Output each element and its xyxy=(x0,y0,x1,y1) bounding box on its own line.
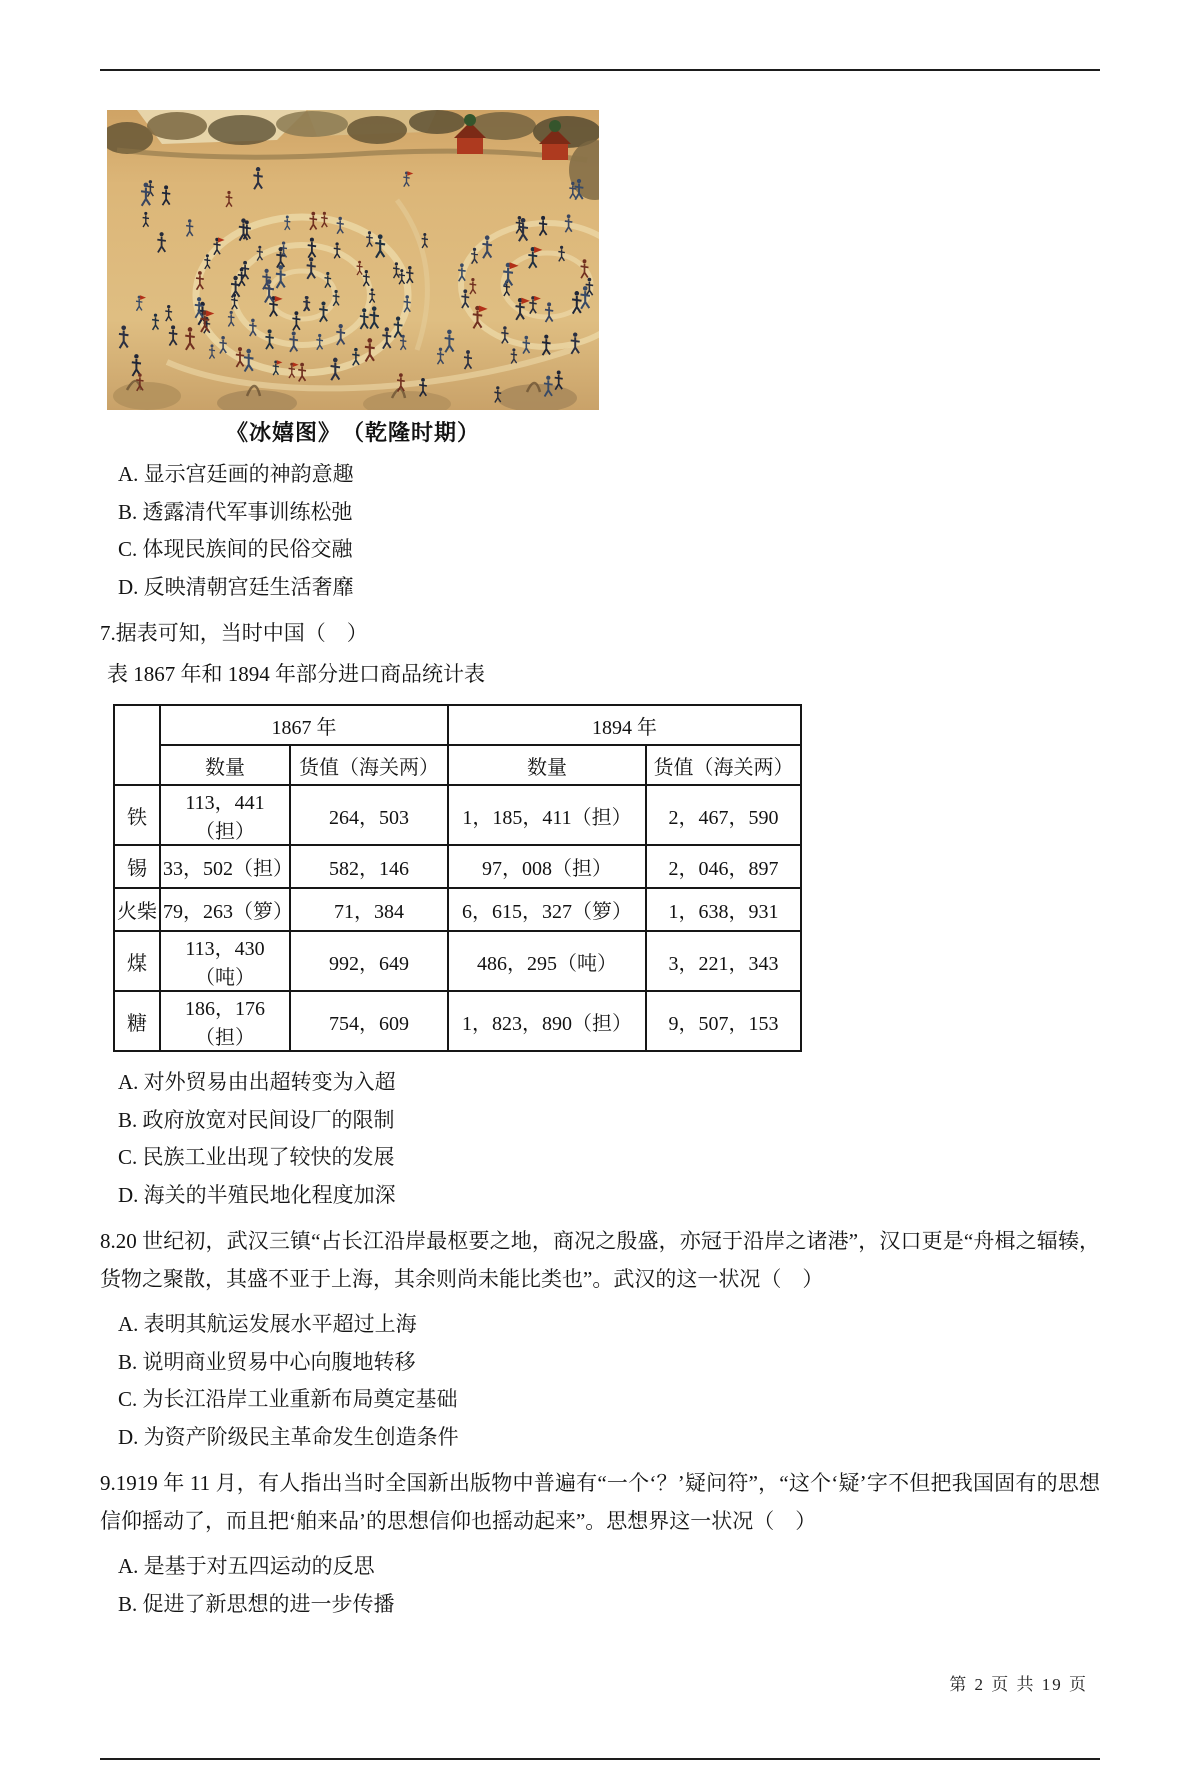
cell: 6，615，327（箩） xyxy=(448,888,646,931)
table-row-coal xyxy=(114,931,801,991)
cell: 3，221，343 xyxy=(646,931,801,991)
option-d: D. 为资产阶级民主革命发生创造条件 xyxy=(118,1424,459,1449)
commodity-cell: 火柴 xyxy=(114,888,160,931)
table-row-years xyxy=(114,705,801,745)
option-a: A. 显示宫廷画的神韵意趣 xyxy=(118,462,354,486)
question9-options xyxy=(100,1548,1100,1623)
cell: 2，046，897 xyxy=(646,845,801,888)
import-statistics-table xyxy=(113,704,802,1052)
option-c: C. 体现民族间的民俗交融 xyxy=(118,537,353,561)
cell: 264，503 xyxy=(290,785,448,845)
page-number: 第 2 页 共 19 页 xyxy=(949,1675,1088,1694)
cell: 71，384 xyxy=(290,888,448,931)
option-c: C. 民族工业出现了较快的发展 xyxy=(118,1145,395,1169)
commodity-cell: 糖 xyxy=(114,991,160,1051)
header-rule xyxy=(100,69,1100,71)
ice-skating-painting xyxy=(107,110,599,410)
option-a: A. 对外贸易由出超转变为入超 xyxy=(118,1070,396,1094)
option-b: B. 政府放宽对民间设厂的限制 xyxy=(118,1107,395,1132)
corner-cell xyxy=(114,705,160,785)
cell: 186，176（担） xyxy=(160,991,290,1051)
cell: 9，507，153 xyxy=(646,991,801,1051)
cell: 754，609 xyxy=(290,991,448,1051)
year-header-1867: 1867 年 xyxy=(160,705,448,745)
footer-rule xyxy=(100,1758,1100,1760)
option-b: B. 说明商业贸易中心向腹地转移 xyxy=(118,1349,416,1374)
commodity-cell: 锡 xyxy=(114,845,160,888)
question9-stem: 9.1919 年 11 月，有人指出当时全国新出版物中普遍有“一个‘？’疑问符”，“这个‘疑’字不但把我国固有的思想信仰摇动了，而且把‘舶来品’的思想信仰也摇动起来”。思想界这一状况（ ） xyxy=(100,1471,1100,1533)
table-row-tin xyxy=(114,845,801,888)
painting-canvas xyxy=(107,110,599,410)
question8-stem: 8.20 世纪初，武汉三镇“占长江沿岸最枢要之地，商况之殷盛，亦冠于沿岸之诸港”，汉口更是“舟楫之辐辏，货物之聚散，其盛不亚于上海，其余则尚未能比类也”。武汉的这一状况（ ） xyxy=(100,1229,1100,1291)
painting-caption: 《冰嬉图》 （乾隆时期） xyxy=(225,420,480,445)
commodity-cell: 铁 xyxy=(114,785,160,845)
question8-options xyxy=(100,1306,1100,1456)
option-d: D. 海关的半殖民地化程度加深 xyxy=(118,1182,396,1207)
cell: 79，263（箩） xyxy=(160,888,290,931)
subheader-qty-1894: 数量 xyxy=(448,745,646,785)
cell: 113，430（吨） xyxy=(160,931,290,991)
table-row-sugar xyxy=(114,991,801,1051)
table-row-iron xyxy=(114,785,801,845)
cell: 486，295（吨） xyxy=(448,931,646,991)
subheader-qty-1867: 数量 xyxy=(160,745,290,785)
table-title: 表 1867 年和 1894 年部分进口商品统计表 xyxy=(107,662,485,686)
cell: 582，146 xyxy=(290,845,448,888)
commodity-cell: 煤 xyxy=(114,931,160,991)
cell: 1，638，931 xyxy=(646,888,801,931)
option-d: D. 反映清朝宫廷生活奢靡 xyxy=(118,574,354,599)
option-c: C. 为长江沿岸工业重新布局奠定基础 xyxy=(118,1387,458,1411)
exam-page xyxy=(0,69,1200,1767)
subheader-value-1867: 货值（海关两） xyxy=(290,745,448,785)
subheader-value-1894: 货值（海关两） xyxy=(646,745,801,785)
cell: 1，185，411（担） xyxy=(448,785,646,845)
option-a: A. 是基于对五四运动的反思 xyxy=(118,1554,375,1578)
cell: 992，649 xyxy=(290,931,448,991)
cell: 1，823，890（担） xyxy=(448,991,646,1051)
table-row-matches xyxy=(114,888,801,931)
question7-options xyxy=(100,1064,1100,1214)
question6-options xyxy=(100,456,1100,606)
year-header-1894: 1894 年 xyxy=(448,705,801,745)
table-row-subheaders xyxy=(114,745,801,785)
cell: 33，502（担） xyxy=(160,845,290,888)
option-a: A. 表明其航运发展水平超过上海 xyxy=(118,1312,417,1336)
cell: 97，008（担） xyxy=(448,845,646,888)
question7-stem: 7.据表可知，当时中国（ ） xyxy=(100,621,368,645)
cell: 113，441（担） xyxy=(160,785,290,845)
option-b: B. 透露清代军事训练松弛 xyxy=(118,499,353,524)
option-b: B. 促进了新思想的进一步传播 xyxy=(118,1591,395,1616)
cell: 2，467，590 xyxy=(646,785,801,845)
